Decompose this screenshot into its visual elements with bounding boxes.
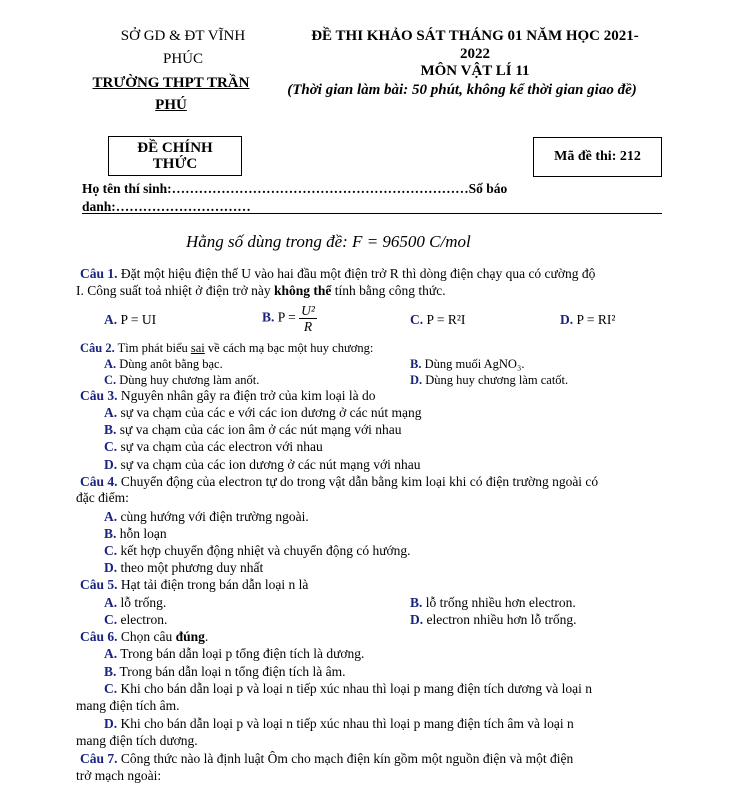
question-4-line-2: đặc điểm: [76,490,129,505]
question-1-text-line-2c: tính bằng công thức. [331,283,446,298]
q4-option-b[interactable] [104,526,167,542]
q1-option-c-text: P = R²I [423,312,466,327]
q2-option-c[interactable] [104,372,259,388]
q5-option-a-text: lỗ trống. [117,595,167,610]
question-4-text-line-1: Chuyển động của electron tự do trong vật dẫn bằng kim loại khi có điện trường ngoài có [117,474,599,489]
q4-option-a[interactable] [104,509,309,525]
question-5-label: Câu 5. [80,577,118,592]
question-4 [80,474,598,490]
q6-option-b-label: B. [104,664,117,679]
q3-option-b-text: sự va chạm của các ion âm ở các nút mạng với nhau [116,422,402,437]
exam-code: Mã đề thi: 212 [554,149,641,164]
question-2-text-b: về cách mạ bạc một huy chương: [204,341,374,355]
q6-option-c-label: C. [104,681,118,696]
student-info [82,180,507,216]
q1-option-b-label: B. [262,309,275,325]
q6-option-a-text: Trong bán dẫn loại p tổng điện tích là dương. [117,646,365,661]
q6-option-c-line-2: mang điện tích âm. [76,698,180,713]
q2-option-b-text: Dùng muối AgNO₃. [421,357,525,371]
question-6-text-a: Chọn câu [117,629,176,644]
q5-option-d-text: electron nhiều hơn lỗ trống. [423,612,577,627]
q6-option-d-label: D. [104,716,118,731]
exam-subject: MÔN VẬT LÍ 11 [420,63,530,79]
question-5 [80,577,308,593]
q5-option-a[interactable] [104,595,166,611]
exam-code-box [533,137,662,177]
q3-option-c[interactable] [104,439,323,455]
exam-title-line-2: 2022 [460,46,490,62]
q5-option-b-label: B. [410,595,423,610]
q5-option-c-label: C. [104,612,118,627]
school-line-1: TRƯỜNG THPT TRẦN [92,75,250,91]
q2-option-d[interactable] [410,372,568,388]
q5-option-d-label: D. [410,612,424,627]
q1-option-d-label: D. [560,312,574,327]
q1-option-c[interactable] [410,312,465,328]
q3-option-c-text: sự va chạm của các electron với nhau [117,439,323,454]
q4-option-a-label: A. [104,509,118,524]
q6-option-c[interactable] [104,681,592,697]
question-1-label: Câu 1. [80,266,118,281]
q1-option-b[interactable] [262,303,317,334]
question-1-text-line-1: Đặt một hiệu điện thế U vào hai đầu một điện trở R thì dòng điện chạy qua có cường độ [117,266,596,281]
q3-option-d-label: D. [104,457,118,472]
department-name [88,26,278,69]
official-line-1: ĐỀ CHÍNH [137,140,213,156]
q3-option-b-label: B. [104,422,117,437]
exam-title-line-1: ĐỀ THI KHẢO SÁT THÁNG 01 NĂM HỌC 2021- [311,28,639,44]
student-name-field: Họ tên thí sinh:…………………………………………………………Số báo [82,181,508,196]
q4-option-a-text: cùng hướng với điện trường ngoài. [117,509,309,524]
question-2-emphasis: sai [190,341,205,355]
q5-option-b-text: lỗ trống nhiều hơn electron. [422,595,576,610]
q5-option-b[interactable] [410,595,576,611]
q1-option-b-text: P = [274,309,300,325]
q2-option-b[interactable] [410,356,524,372]
q2-option-b-label: B. [410,357,422,371]
question-3 [80,388,375,404]
q2-option-c-label: C. [104,373,117,387]
header-divider [82,213,662,214]
q4-option-d-text: theo một phương duy nhất [117,560,264,575]
q6-option-d[interactable] [104,716,574,732]
department-line-1: SỞ GD & ĐT VĨNH [120,28,246,44]
school-name [76,73,266,115]
q2-option-a[interactable] [104,356,223,372]
question-4-label: Câu 4. [80,474,118,489]
q5-option-c-text: electron. [117,612,168,627]
question-2 [80,340,373,356]
question-7-label: Câu 7. [80,751,118,766]
q4-option-c-text: kết hợp chuyển động nhiệt và chuyển động có hướng. [117,543,411,558]
question-1 [80,266,595,282]
q1-option-b-numerator: U² [301,303,315,318]
q1-option-a[interactable] [104,312,156,328]
question-1-text-line-2a: I. Công suất toả nhiệt ở điện trở này [76,283,274,298]
q6-option-d-line-2: mang điện tích dương. [76,733,198,748]
q2-option-d-text: Dùng huy chương làm catốt. [422,373,569,387]
q4-option-d[interactable] [104,560,263,576]
q3-option-d-text: sự va chạm của các ion dương ở các nút mạng với nhau [117,457,421,472]
q1-option-b-fraction [299,303,317,334]
question-3-label: Câu 3. [80,388,118,403]
q2-option-d-label: D. [410,373,423,387]
q6-option-b[interactable] [104,664,346,680]
q4-option-b-text: hỗn loạn [116,526,167,541]
question-7-line-2: trở mạch ngoài: [76,768,162,783]
exam-title [270,26,680,80]
q6-option-c-text-line-1: Khi cho bán dẫn loại p và loại n tiếp xúc nhau thì loại p mang điện tích dương và loại n [117,681,592,696]
q1-option-c-label: C. [410,312,424,327]
q5-option-c[interactable] [104,612,167,628]
q1-option-d-text: P = RI² [573,312,616,327]
official-line-2: THỨC [152,156,198,172]
question-5-text: Hạt tải điện trong bán dẫn loại n là [117,577,309,592]
q4-option-b-label: B. [104,526,117,541]
q5-option-d[interactable] [410,612,576,628]
q1-option-b-denominator: R [303,319,313,334]
q3-option-d[interactable] [104,457,420,473]
q1-option-d[interactable] [560,312,615,328]
official-exam-box [108,136,242,176]
q3-option-a-text: sự va chạm của các e với các ion dương ở các nút mạng [117,405,422,420]
q3-option-a[interactable] [104,405,422,421]
question-6-text-c: . [204,629,209,644]
q2-option-a-label: A. [104,357,117,371]
q2-option-c-text: Dùng huy chương làm anốt. [116,373,260,387]
question-2-text-a: Tìm phát biểu [114,341,191,355]
q6-option-a-label: A. [104,646,118,661]
question-7-text-line-1: Công thức nào là định luật Ôm cho mạch điện kín gồm một nguồn điện và một điện [117,751,574,766]
question-2-label: Câu 2. [80,341,115,355]
question-3-text: Nguyên nhân gây ra điện trở của kim loại là do [117,388,376,403]
question-7 [80,751,573,767]
question-1-emphasis: không thể [274,283,332,298]
student-id-field: danh:………………………… [82,199,251,214]
q3-option-a-label: A. [104,405,118,420]
q4-option-d-label: D. [104,560,118,575]
question-1-line-2 [76,283,446,299]
q6-option-a[interactable] [104,646,364,662]
q1-option-a-text: P = UI [117,312,157,327]
question-6-label: Câu 6. [80,629,118,644]
q3-option-b[interactable] [104,422,402,438]
q4-option-c-label: C. [104,543,118,558]
constant-line: Hằng số dùng trong đề: F = 96500 C/mol [186,232,471,251]
q5-option-a-label: A. [104,595,118,610]
school-line-2: PHÚ [155,97,187,113]
q6-option-b-text: Trong bán dẫn loại n tổng điện tích là âm. [116,664,346,679]
exam-time-note: (Thời gian làm bài: 50 phút, không kể thời gian giao đề) [287,82,637,98]
q3-option-c-label: C. [104,439,118,454]
q1-option-a-label: A. [104,312,118,327]
q2-option-a-text: Dùng anôt bằng bạc. [116,357,223,371]
question-6-emphasis: đúng [175,629,205,644]
question-6 [80,629,208,645]
department-line-2: PHÚC [162,51,203,67]
q6-option-d-text-line-1: Khi cho bán dẫn loại p và loại n tiếp xúc nhau thì loại p mang điện tích âm và loại n [117,716,574,731]
q4-option-c[interactable] [104,543,411,559]
